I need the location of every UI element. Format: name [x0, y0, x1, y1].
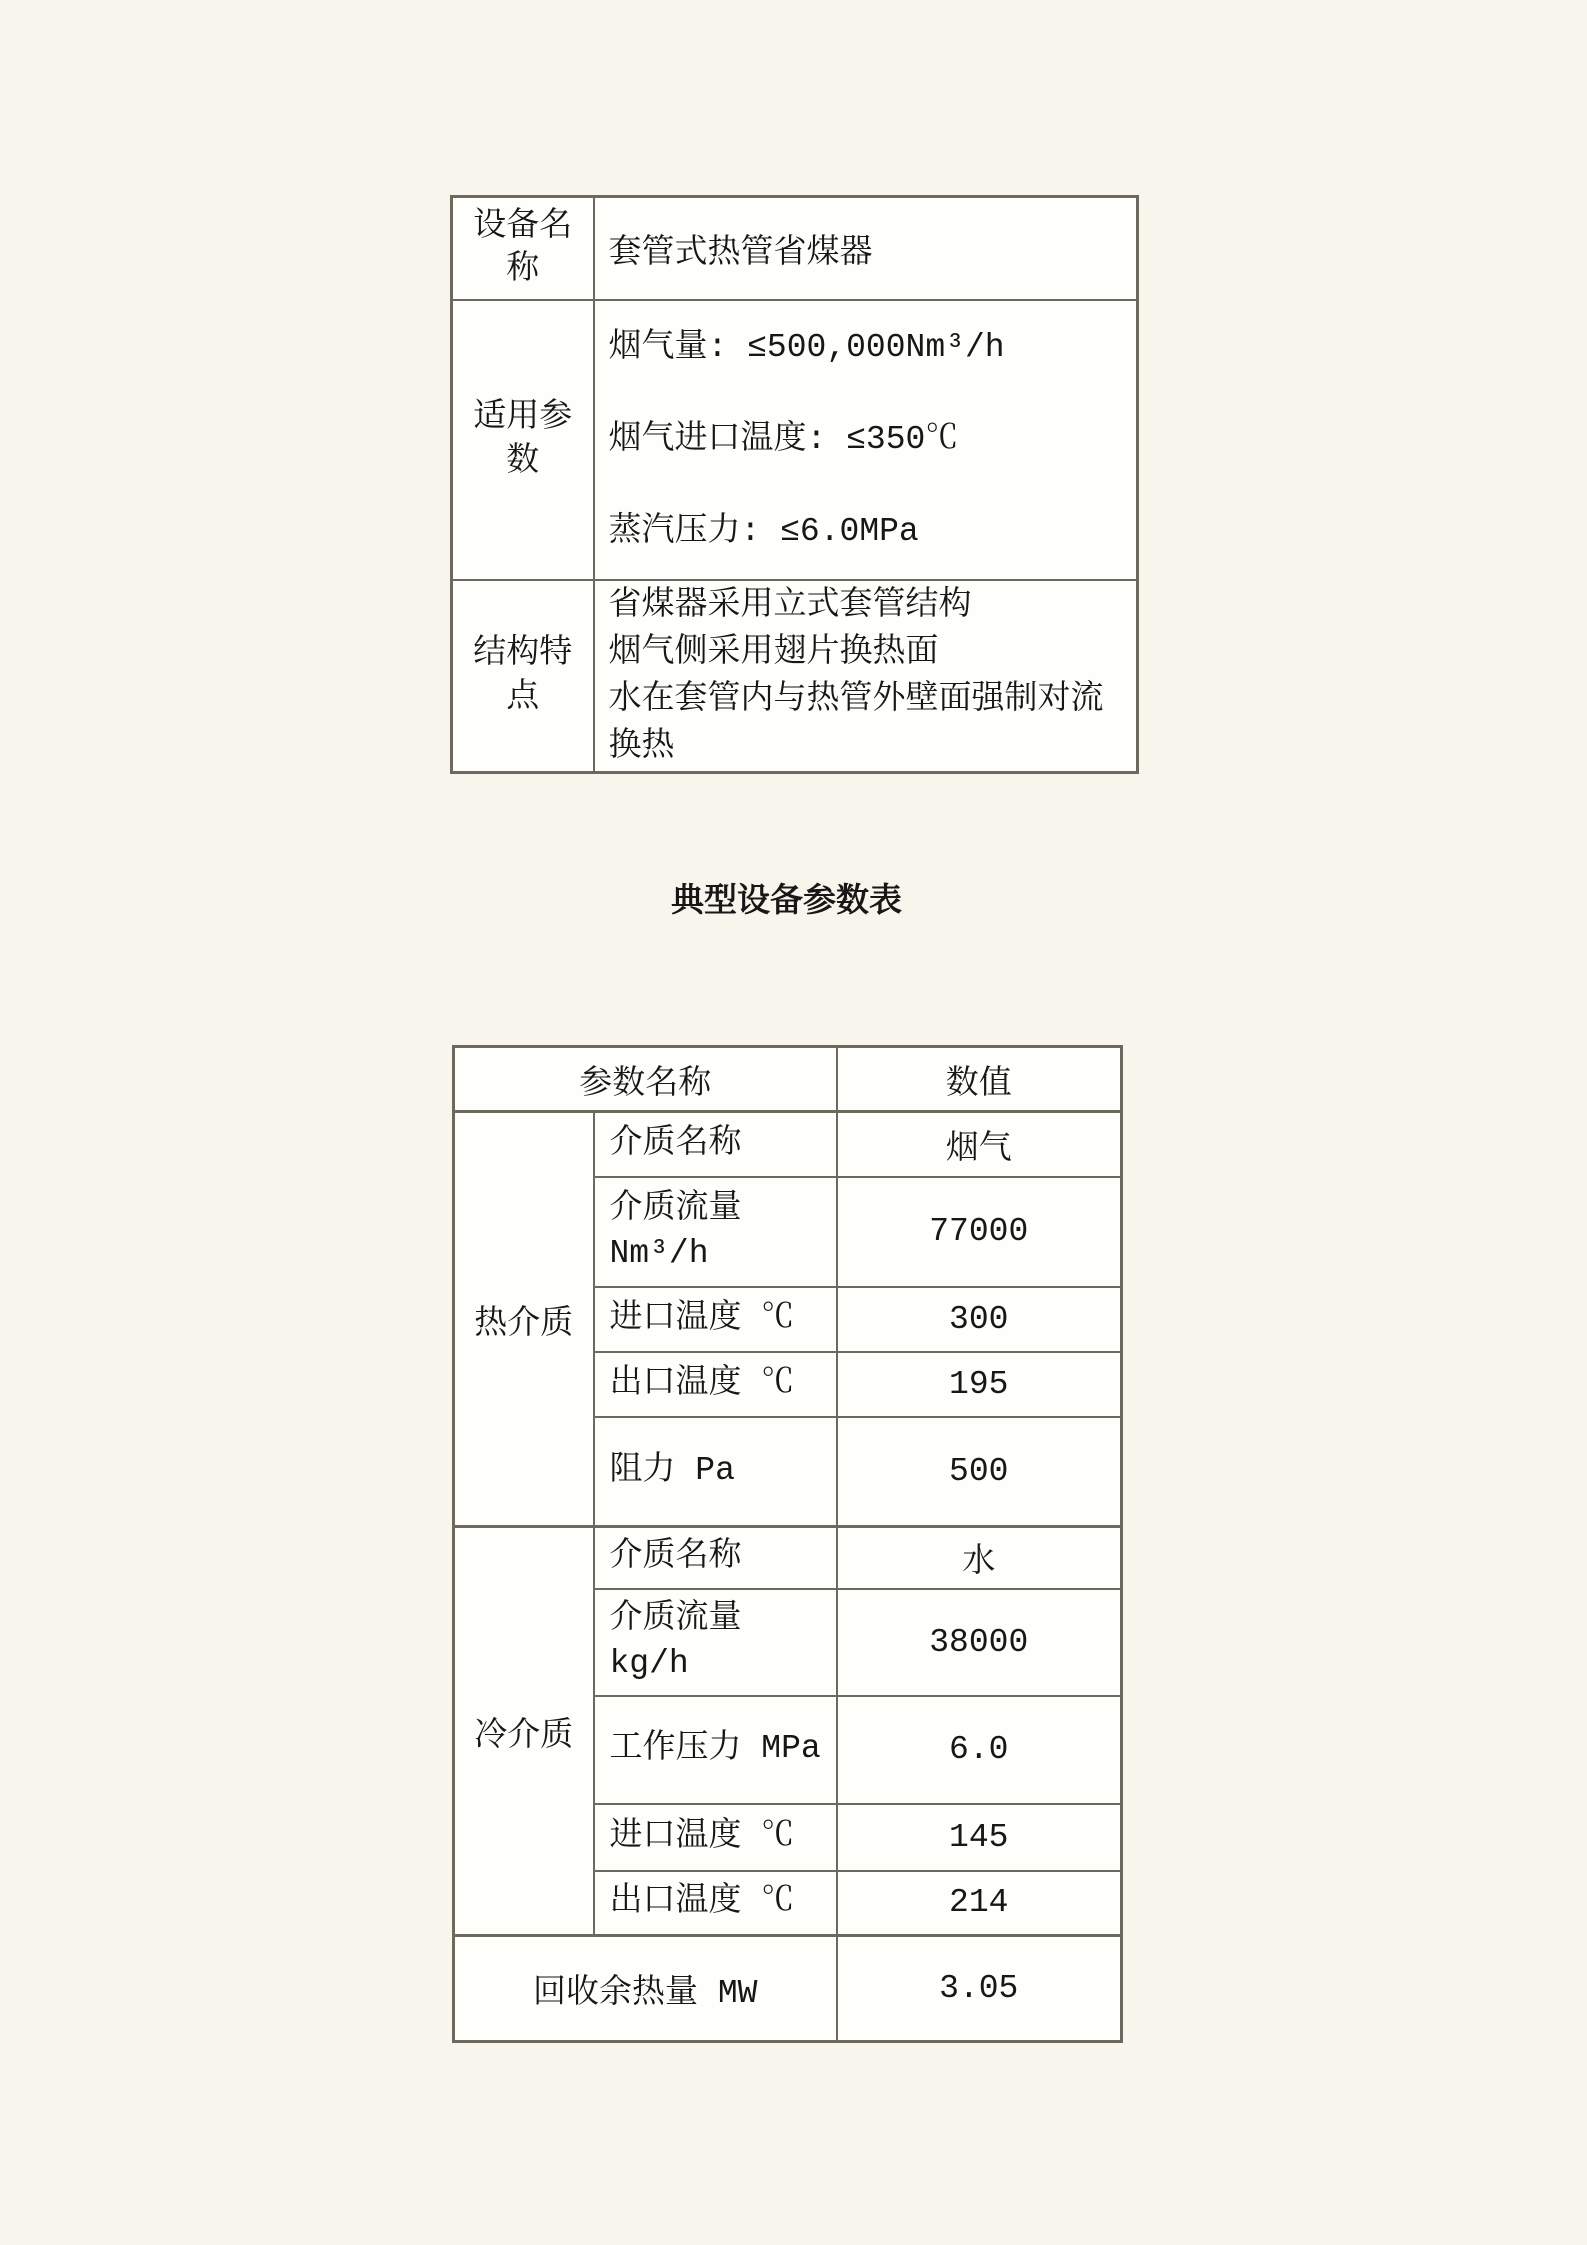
param-value: 214: [837, 1871, 1122, 1936]
group-label-hot-medium: 热介质: [454, 1112, 594, 1527]
recovered-heat-value: 3.05: [837, 1936, 1122, 2042]
param-value: 38000: [837, 1589, 1122, 1696]
param-unit-line: kg/h: [609, 1645, 689, 1682]
param-name: [594, 1589, 837, 1696]
spec-row-device-name: [452, 197, 1138, 300]
spec-label-device-name: 设备名称: [452, 197, 594, 300]
param-unit-line: Nm³/h: [609, 1234, 709, 1272]
param-header-row: [454, 1047, 1122, 1112]
group-label-cold-medium: 冷介质: [454, 1527, 594, 1936]
param-value: 145: [837, 1804, 1122, 1871]
param-name: [594, 1177, 837, 1287]
param-value: 77000: [837, 1177, 1122, 1287]
equipment-spec-table: [450, 195, 1139, 774]
param-name-line: 介质流量: [609, 1189, 742, 1227]
param-value: 500: [837, 1417, 1122, 1527]
param-header-name: 参数名称: [454, 1047, 837, 1112]
spec-label-structure: 结构特点: [452, 580, 594, 773]
param-name: 进口温度 ℃: [594, 1287, 837, 1352]
applicable-param-line: 蒸汽压力: ≤6.0MPa: [608, 512, 919, 550]
param-value: 6.0: [837, 1696, 1122, 1804]
param-name: 进口温度 ℃: [594, 1804, 837, 1871]
param-name: 介质名称: [594, 1527, 837, 1589]
structure-feature-line: 烟气侧采用翅片换热面: [608, 633, 939, 671]
spec-value-device-name: 套管式热管省煤器: [594, 197, 1138, 300]
param-header-value: 数值: [837, 1047, 1122, 1112]
spec-row-parameters: [452, 300, 1138, 580]
spec-row-structure: [452, 580, 1138, 773]
typical-parameters-table: [452, 1045, 1123, 2043]
param-name: 出口温度 ℃: [594, 1352, 837, 1417]
param-name: 阻力 Pa: [594, 1417, 837, 1527]
spec-value-structure: [594, 580, 1138, 773]
param-row: [454, 1112, 1122, 1177]
param-value: 300: [837, 1287, 1122, 1352]
applicable-param-line: 烟气进口温度: ≤350℃: [608, 420, 959, 458]
param-value: 水: [837, 1527, 1122, 1589]
applicable-param-line: 烟气量: ≤500,000Nm³/h: [608, 328, 1005, 366]
section-title: 典型设备参数表: [671, 884, 902, 921]
param-footer-row: [454, 1936, 1122, 2042]
recovered-heat-label: 回收余热量 MW: [454, 1936, 837, 2042]
param-name: 工作压力 MPa: [594, 1696, 837, 1804]
param-name-line: 介质流量: [609, 1600, 742, 1638]
param-row: [454, 1527, 1122, 1589]
param-name: 介质名称: [594, 1112, 837, 1177]
spec-value-parameters: [594, 300, 1138, 580]
param-value: 195: [837, 1352, 1122, 1417]
spec-label-parameters: 适用参数: [452, 300, 594, 580]
structure-feature-line: 省煤器采用立式套管结构: [608, 586, 972, 624]
param-name: 出口温度 ℃: [594, 1871, 837, 1936]
param-value: 烟气: [837, 1112, 1122, 1177]
structure-feature-line: 水在套管内与热管外壁面强制对流换热: [608, 680, 1104, 765]
